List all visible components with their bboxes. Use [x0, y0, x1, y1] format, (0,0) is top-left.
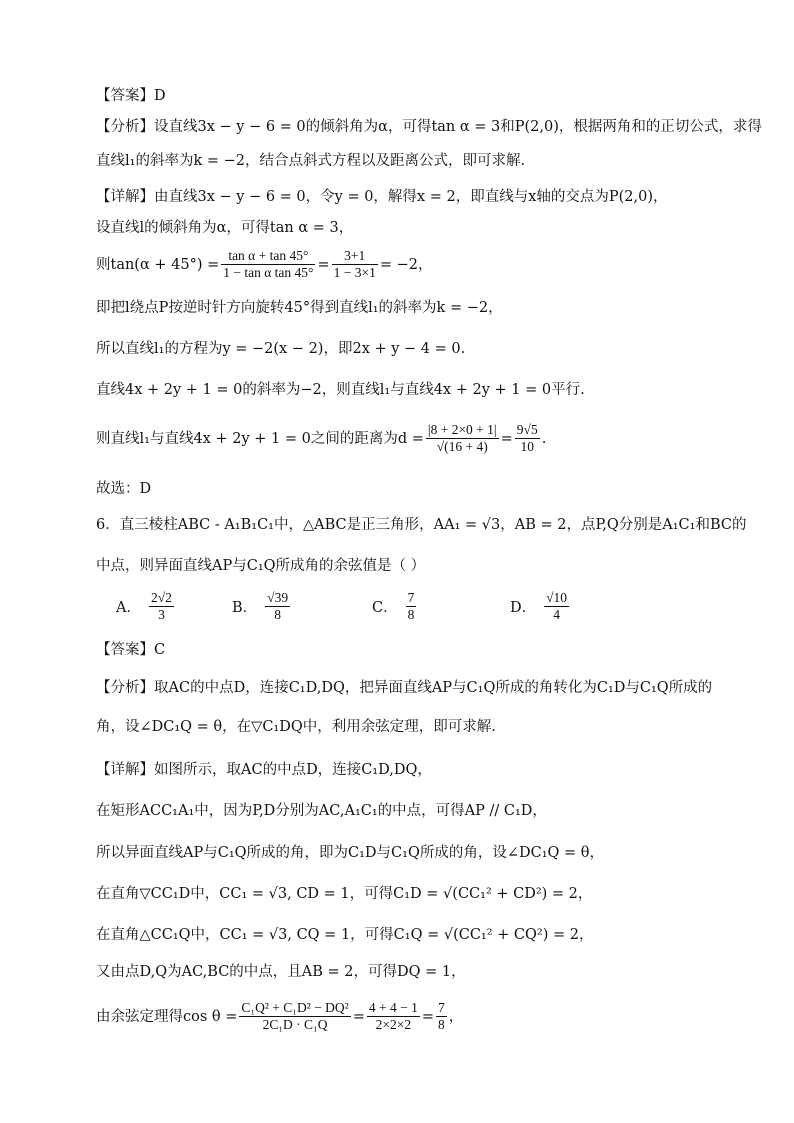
denominator: 8 — [437, 1017, 445, 1032]
numerator: 2√2 — [150, 590, 172, 605]
analysis-2-line2: 角，设∠DC₁Q = θ，在▽C₁DQ中，利用余弦定理，即可求解. — [96, 719, 496, 735]
detail-2-line7 — [96, 1000, 734, 1033]
detail-2-line5: 在直角△CC₁Q中，CC₁ = √3, CQ = 1，可得C₁Q = √(CC₁² + CQ²) = 2， — [96, 927, 594, 943]
detail-2-line4: 在直角▽CC₁D中，CC₁ = √3, CD = 1，可得C₁D = √(CC₁² + CD²) = 2， — [96, 886, 593, 902]
detail-1-line2: 设直线l的倾斜角为α，可得tan α = 3， — [96, 220, 354, 236]
fraction — [239, 1000, 350, 1033]
detail-1-line5: 所以直线l₁的方程为y = −2(x − 2)，即2x + y − 4 = 0. — [96, 341, 466, 357]
fraction — [515, 422, 540, 455]
denominator: 3 — [158, 607, 165, 622]
option-b[interactable] — [232, 590, 292, 623]
question-6-stem1: 6．直三棱柱ABC - A₁B₁C₁中，△ABC是正三角形，AA₁ = √3，AB = 2，点P,Q分别是A₁C₁和BC的 — [96, 517, 747, 533]
detail-1-line7 — [96, 422, 734, 455]
numerator: C₁Q² + C₁D² − DQ² — [241, 1000, 349, 1015]
text: 则直线l₁与直线4x + 2y + 1 = 0之间的距离为d = — [96, 430, 424, 447]
text: = — [317, 256, 330, 273]
text: 由余弦定理得cos θ = — [96, 1008, 238, 1025]
text: = — [421, 1008, 434, 1025]
numerator: 7 — [407, 590, 415, 605]
answer-2: 【答案】C — [96, 642, 166, 658]
fraction — [544, 590, 569, 623]
fraction — [426, 422, 499, 455]
fraction — [149, 590, 174, 623]
option-a[interactable] — [116, 590, 176, 623]
text: 则tan(α + 45°) = — [96, 256, 220, 273]
detail-2-line6: 又由点D,Q为AC,BC的中点，且AB = 2，可得DQ = 1， — [96, 964, 466, 980]
fraction — [332, 248, 378, 281]
detail-1-line3 — [96, 248, 734, 281]
text: = — [352, 1008, 365, 1025]
numerator: 7 — [437, 1000, 445, 1015]
denominator: 8 — [274, 607, 281, 622]
question-6-stem2: 中点，则异面直线AP与C₁Q所成角的余弦值是（ ） — [96, 558, 426, 574]
denominator: 10 — [520, 439, 534, 454]
option-label: B． — [232, 600, 258, 616]
option-d[interactable] — [510, 590, 571, 623]
detail-1-line1: 【详解】由直线3x − y − 6 = 0，令y = 0，解得x = 2，即直线与x轴的交点为P(2,0)， — [96, 189, 668, 205]
detail-2-line3: 所以异面直线AP与C₁Q所成的角，即为C₁D与C₁Q所成的角，设∠DC₁Q = θ， — [96, 845, 605, 861]
fraction — [221, 248, 315, 281]
detail-2-line2: 在矩形ACC₁A₁中，因为P,D分别为AC,A₁C₁的中点，可得AP // C₁D， — [96, 803, 547, 819]
text: = −2， — [379, 256, 433, 273]
numerator: √10 — [546, 590, 568, 605]
numerator: 9√5 — [516, 422, 538, 437]
analysis-1-line1: 【分析】设直线3x − y − 6 = 0的倾斜角为α，可得tan α = 3和P(2,0)，根据两角和的正切公式，求得 — [96, 119, 762, 135]
choose-1: 故选：D — [96, 481, 152, 497]
option-label: C． — [372, 600, 398, 616]
numerator: tan α + tan 45° — [221, 248, 315, 265]
detail-2-line1: 【详解】如图所示，取AC的中点D，连接C₁D,DQ， — [96, 762, 432, 778]
answer-1: 【答案】D — [96, 88, 166, 104]
fraction — [436, 1000, 447, 1033]
detail-1-line6: 直线4x + 2y + 1 = 0的斜率为−2，则直线l₁与直线4x + 2y + 1 = 0平行. — [96, 382, 585, 398]
numerator: 4 + 4 − 1 — [368, 1000, 418, 1015]
numerator: |8 + 2×0 + 1| — [427, 422, 497, 437]
numerator: 3+1 — [332, 248, 378, 265]
fraction — [406, 590, 417, 623]
text: . — [541, 430, 547, 447]
numerator: √39 — [267, 590, 289, 605]
analysis-2-line1: 【分析】取AC的中点D，连接C₁D,DQ，把异面直线AP与C₁Q所成的角转化为C₁D与C₁Q所成的 — [96, 680, 713, 696]
analysis-1-line2: 直线l₁的斜率为k = −2，结合点斜式方程以及距离公式，即可求解. — [96, 153, 526, 169]
fraction — [265, 590, 290, 623]
detail-1-line4: 即把l绕点P按逆时针方向旋转45°得到直线l₁的斜率为k = −2， — [96, 300, 503, 316]
denominator: 1 − tan α tan 45° — [223, 265, 314, 280]
denominator: √(16 + 4) — [436, 439, 488, 454]
text: = — [500, 430, 513, 447]
denominator: 4 — [553, 607, 560, 622]
option-c[interactable] — [372, 590, 418, 623]
option-label: D． — [510, 600, 537, 616]
text: ， — [448, 1008, 464, 1025]
denominator: 2×2×2 — [375, 1017, 412, 1032]
option-label: A． — [116, 600, 141, 616]
fraction — [367, 1000, 420, 1033]
denominator: 2C₁D · C₁Q — [262, 1017, 328, 1032]
denominator: 1 − 3×1 — [333, 265, 376, 280]
denominator: 8 — [407, 607, 415, 622]
